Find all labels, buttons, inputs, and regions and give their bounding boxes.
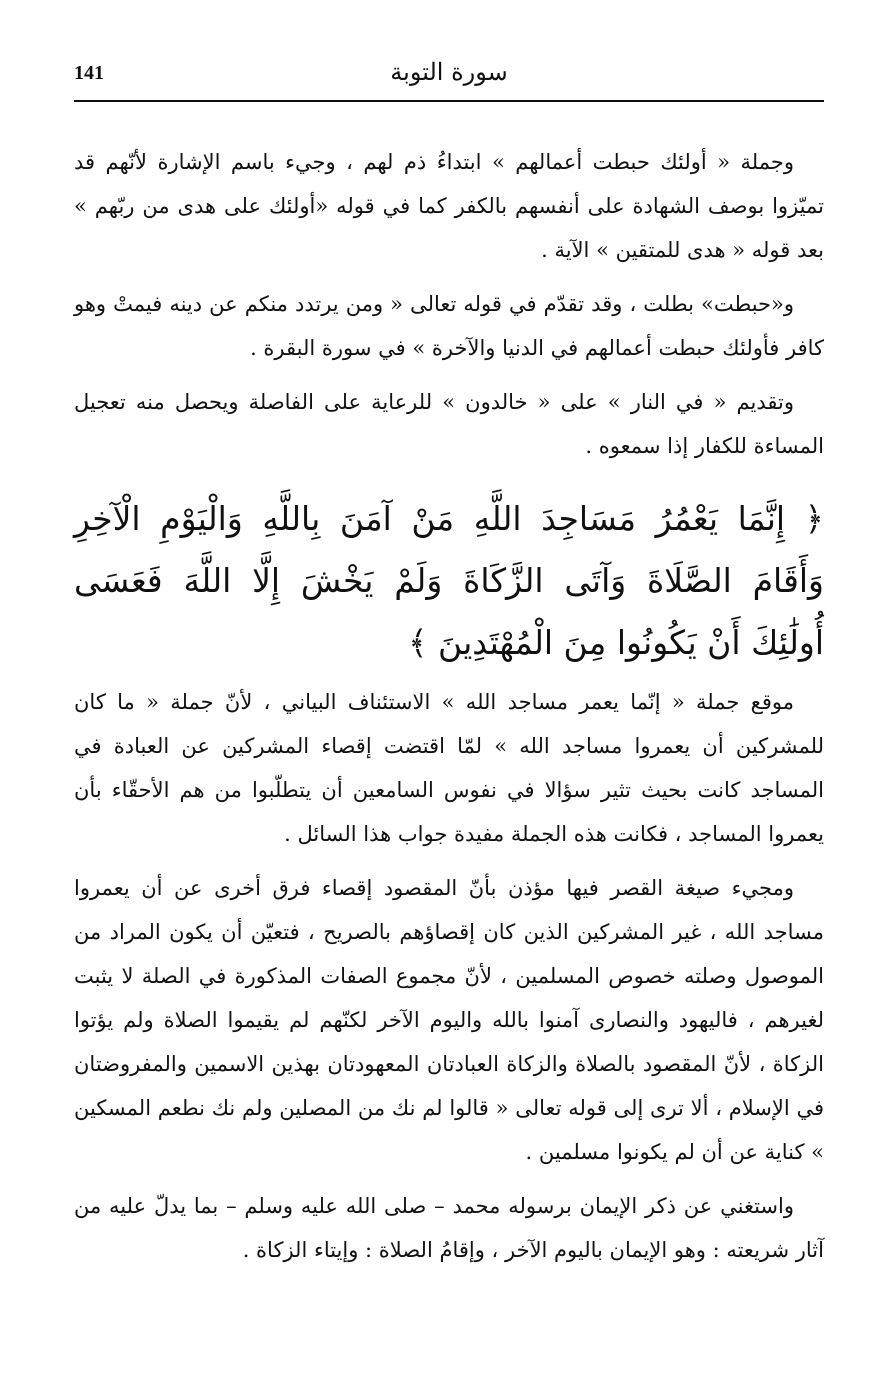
- paragraph: واستغني عن ذكر الإيمان برسوله محمد – صلى الله عليه وسلم – بما يدلّ عليه من آثار شريعته : وهو الإيمان باليوم الآخر ، وإقامُ الصلاة : وإيتاء الزكاة .: [74, 1194, 824, 1262]
- paragraph: وجملة « أولئك حبطت أعمالهم » ابتداءُ ذم لهم ، وجيء باسم الإشارة لأنّهم قد تميّزوا بوصف الشهادة على أنفسهم بالكفر كما في قوله «أولئك على هدى من ربّهم » بعد قوله « هدى للمتقين » الآية .: [74, 150, 824, 262]
- quran-verse: ﴿ إِنَّمَا يَعْمُرُ مَسَاجِدَ اللَّهِ مَنْ آمَنَ بِاللَّهِ وَالْيَوْمِ الْآخِرِ وَأَقَامَ الصَّلَاةَ وَآتَى الزَّكَاةَ وَلَمْ يَخْشَ إِلَّا اللَّهَ فَعَسَى أُولَٰئِكَ أَنْ يَكُونُوا مِنَ الْمُهْتَدِينَ ﴾: [74, 499, 824, 662]
- commentary-before-verse: [74, 140, 824, 478]
- paragraph: موقع جملة « إنّما يعمر مساجد الله » الاستئناف البياني ، لأنّ جملة « ما كان للمشركين أن يعمروا مساجد الله » لمّا اقتضت إقصاء المشركين عن العبادة في المساجد كانت بحيث تثير سؤالا في نفوس السامعين أن يتطلّبوا من هم الأحقّاء بأن يعمروا المساجد ، فكانت هذه الجملة مفيدة جواب هذا السائل .: [74, 690, 824, 846]
- page-header: [74, 58, 824, 96]
- running-title: سورة التوبة: [390, 58, 508, 86]
- paragraph: ومجيء صيغة القصر فيها مؤذن بأنّ المقصود إقصاء فرق أخرى عن أن يعمروا مساجد الله ، غير المشركين الذين كان إقصاؤهم بالصريح ، فتعيّن أن يكون المراد من الموصول وصلته خصوص المسلمين ، لأنّ مجموع الصفات المذكورة في الصلة لا يثبت لغيرهم ، فاليهود والنصارى آمنوا بالله واليوم الآخر لكنّهم لم يقيموا الصلاة ولم يؤتوا الزكاة ، لأنّ المقصود بالصلاة والزكاة العبادتان المعهودتان بهذين الاسمين والمفروضتان في الإسلام ، ألا ترى إلى قوله تعالى « قالوا لم نك من المصلين ولم نك نطعم المسكين » كناية عن أن لم يكونوا مسلمين .: [74, 876, 824, 1164]
- paragraph: وتقديم « في النار » على « خالدون » للرعاية على الفاصلة ويحصل منه تعجيل المساءة للكفار إذا سمعوه .: [74, 390, 824, 458]
- paragraph: و«حبطت» بطلت ، وقد تقدّم في قوله تعالى « ومن يرتدد منكم عن دينه فيمتْ وهو كافر فأولئك حبطت أعمالهم في الدنيا والآخرة » في سورة البقرة .: [74, 292, 824, 360]
- commentary-after-verse: [74, 680, 824, 1282]
- quran-verse-block: [74, 488, 824, 674]
- header-divider: [74, 100, 824, 102]
- page-number: 141: [74, 62, 104, 84]
